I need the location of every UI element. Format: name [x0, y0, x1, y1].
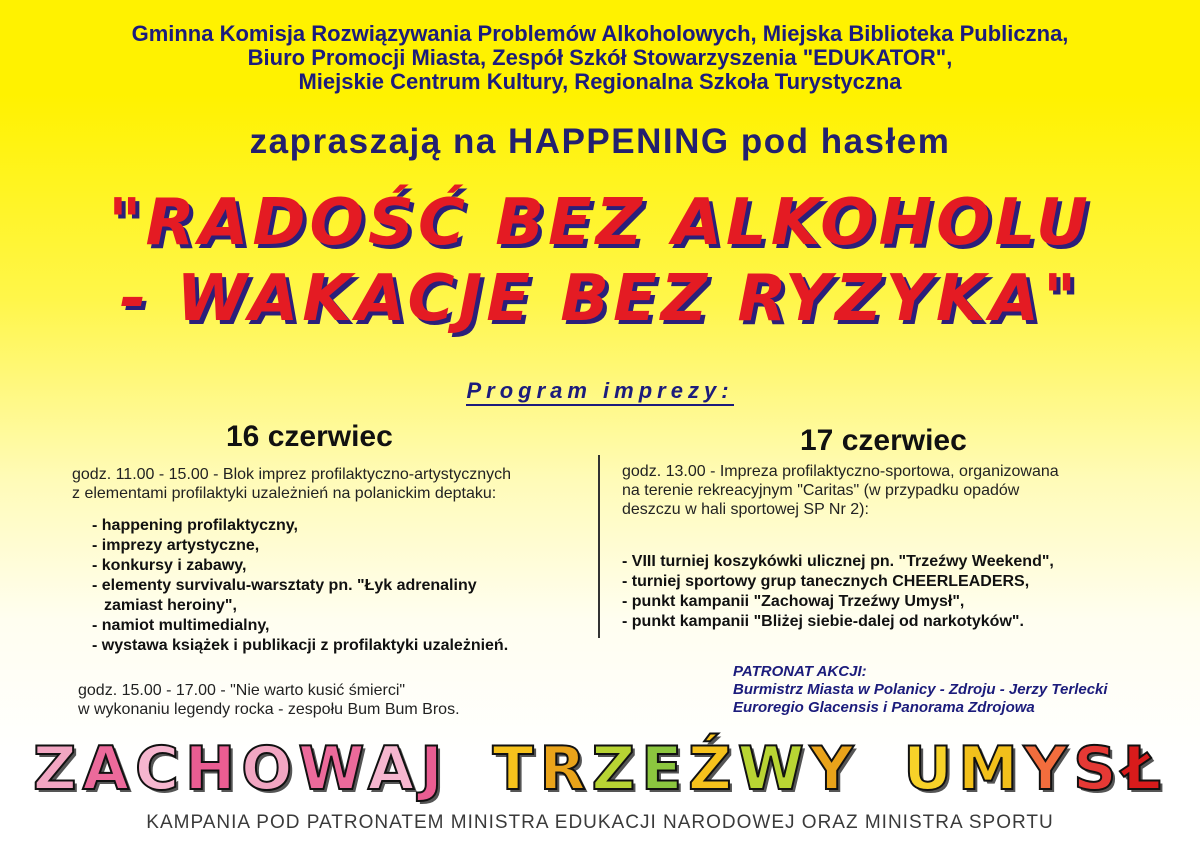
campaign-logo-letter: Z — [33, 734, 83, 804]
campaign-logo-letter: J — [420, 734, 449, 804]
patronage-title: PATRONAT AKCJI: — [733, 663, 867, 680]
patronage-line: Euroregio Glacensis i Panorama Zdrojowa — [733, 699, 1035, 716]
campaign-logo-letter: U — [903, 734, 959, 804]
day1-description-line: godz. 11.00 - 15.00 - Blok imprez profilaktyczno-artystycznych — [72, 466, 511, 483]
campaign-patronage: KAMPANIA POD PATRONATEM MINISTRA EDUKACJI NARODOWEJ ORAZ MINISTRA SPORTU — [146, 812, 1054, 833]
campaign-logo-letter: Z — [591, 734, 642, 804]
campaign-logo — [0, 734, 1200, 804]
column-divider — [598, 455, 600, 638]
slogan-line-1: "RADOŚĆ BEZ ALKOHOLU — [108, 186, 1092, 260]
organizers-line: Miejskie Centrum Kultury, Regionalna Szkoła Turystyczna — [298, 69, 902, 94]
campaign-logo-letter: Y — [809, 734, 860, 804]
day2-description — [622, 462, 1059, 519]
campaign-logo-letter: A — [367, 734, 421, 804]
campaign-logo-letter: E — [641, 734, 689, 804]
campaign-logo-letter: T — [492, 734, 540, 804]
campaign-logo-letter: Ł — [1122, 734, 1167, 804]
campaign-logo-letter: A — [82, 734, 135, 804]
campaign-logo-word — [903, 734, 1167, 804]
campaign-logo-letter: Ź — [688, 734, 738, 804]
day1-list — [92, 516, 508, 656]
day2-list — [622, 552, 1054, 632]
organizers-line: Biuro Promocji Miasta, Zespół Szkół Stowarzyszenia "EDUKATOR", — [247, 45, 953, 70]
campaign-logo-letter: Y — [1023, 734, 1074, 804]
patronage — [733, 663, 1108, 717]
campaign-logo-letter: M — [958, 734, 1024, 804]
list-item: - turniej sportowy grup tanecznych CHEERLEADERS, — [622, 573, 1030, 590]
day2-description-line: godz. 13.00 - Impreza profilaktyczno-sportowa, organizowana — [622, 463, 1059, 480]
campaign-logo-letter: O — [241, 734, 299, 804]
organizers — [0, 22, 1200, 94]
campaign-logo-letter: R — [539, 734, 592, 804]
day2-title: 17 czerwiec — [800, 424, 967, 457]
list-item: - happening profilaktyczny, — [92, 517, 298, 534]
patronage-line: Burmistrz Miasta w Polanicy - Zdroju - Jerzy Terlecki — [733, 681, 1108, 698]
organizers-line: Gminna Komisja Rozwiązywania Problemów Alkoholowych, Miejska Biblioteka Publiczna, — [131, 21, 1069, 46]
list-item: - punkt kampanii "Zachowaj Trzeźwy Umysł", — [622, 593, 965, 610]
campaign-logo-word — [493, 734, 860, 804]
list-item: - wystawa książek i publikacji z profilaktyki uzależnień. — [92, 637, 509, 654]
campaign-logo-letter: C — [134, 734, 186, 804]
day1-concert-line: godz. 15.00 - 17.00 - "Nie warto kusić śmierci" — [78, 682, 406, 699]
list-item: - punkt kampanii "Bliżej siebie-dalej od narkotyków". — [622, 613, 1024, 630]
list-item: - namiot multimedialny, — [92, 617, 270, 634]
campaign-logo-letter: H — [185, 734, 242, 804]
program-heading — [0, 378, 1200, 404]
list-item: - VIII turniej koszykówki ulicznej pn. "Trzeźwy Weekend", — [622, 553, 1054, 570]
day2-description-line: na terenie rekreacyjnym "Caritas" (w przypadku opadów — [622, 482, 1020, 499]
campaign-logo-letter: W — [737, 734, 810, 804]
day1-title: 16 czerwiec — [226, 420, 393, 453]
list-item: - elementy survivalu-warsztaty pn. "Łyk adrenaliny — [92, 577, 477, 594]
slogan-line-2: - WAKACJE BEZ RYZYKA" — [119, 262, 1081, 336]
campaign-logo-word — [33, 734, 449, 804]
campaign-logo-letter: W — [298, 734, 368, 804]
campaign-logo-letter: S — [1073, 734, 1123, 804]
list-item: - imprezy artystyczne, — [92, 537, 260, 554]
day1-description-line: z elementami profilaktyki uzależnień na polanickim deptaku: — [72, 485, 497, 502]
day1-description — [72, 465, 511, 503]
day1-concert — [78, 681, 460, 719]
day1-concert-line: w wykonaniu legendy rocka - zespołu Bum Bum Bros. — [78, 701, 460, 718]
list-item: zamiast heroiny", — [104, 597, 237, 614]
program-title: Program imprezy: — [466, 378, 733, 406]
day2-description-line: deszczu w hali sportowej SP Nr 2): — [622, 501, 869, 518]
invite-heading: zapraszają na HAPPENING pod hasłem — [249, 122, 951, 161]
list-item: - konkursy i zabawy, — [92, 557, 247, 574]
